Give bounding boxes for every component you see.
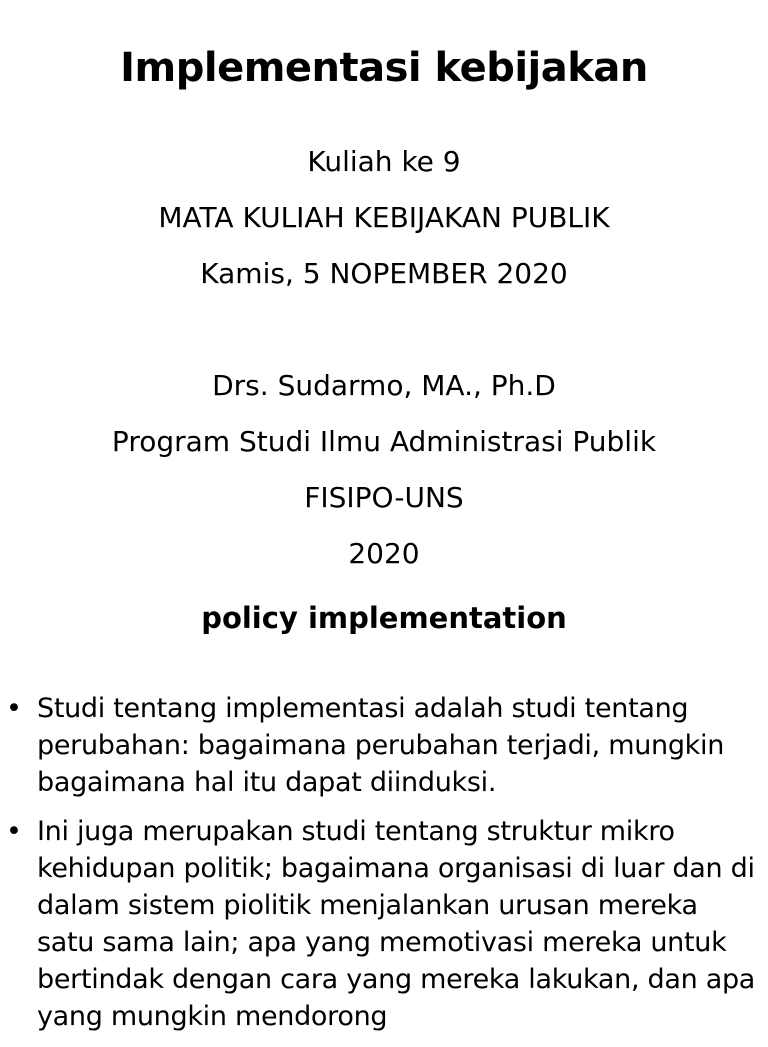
bullet-text: Ini juga merupakan studi tentang struktur mikro kehidupan politik; bagaimana organisasi di luar dan di dalam sistem piolitik menjalankan urusan mereka satu sama lain; apa yang memotivasi mereka untuk bertindak dengan cara yang mereka lakukan, dan apa yang mungkin mendorong xyxy=(37,816,756,1032)
subtitle-block xyxy=(0,134,768,582)
section-heading: policy implementation xyxy=(201,601,567,635)
lecture-date: Kamis, 5 NOPEMBER 2020 xyxy=(200,257,568,290)
year: 2020 xyxy=(348,537,420,570)
bullet-dot-icon: • xyxy=(6,816,22,847)
bullet-dot-icon: • xyxy=(6,693,22,724)
lecturer-name: Drs. Sudarmo, MA., Ph.D xyxy=(212,369,556,402)
bullet-text: Studi tentang implementasi adalah studi tentang perubahan: bagaimana perubahan terjadi, mungkin bagaimana hal itu dapat diinduksi. xyxy=(37,693,725,798)
bullet-item xyxy=(0,690,768,801)
course-name: MATA KULIAH KEBIJAKAN PUBLIK xyxy=(158,201,610,234)
faculty-name: FISIPO-UNS xyxy=(304,481,464,514)
slide-title: Implementasi kebijakan xyxy=(120,45,648,91)
study-program: Program Studi Ilmu Administrasi Publik xyxy=(111,425,657,458)
spacer xyxy=(0,302,768,358)
lecture-number: Kuliah ke 9 xyxy=(307,145,461,178)
bullet-item xyxy=(0,813,768,1035)
bullet-list xyxy=(0,690,768,1047)
